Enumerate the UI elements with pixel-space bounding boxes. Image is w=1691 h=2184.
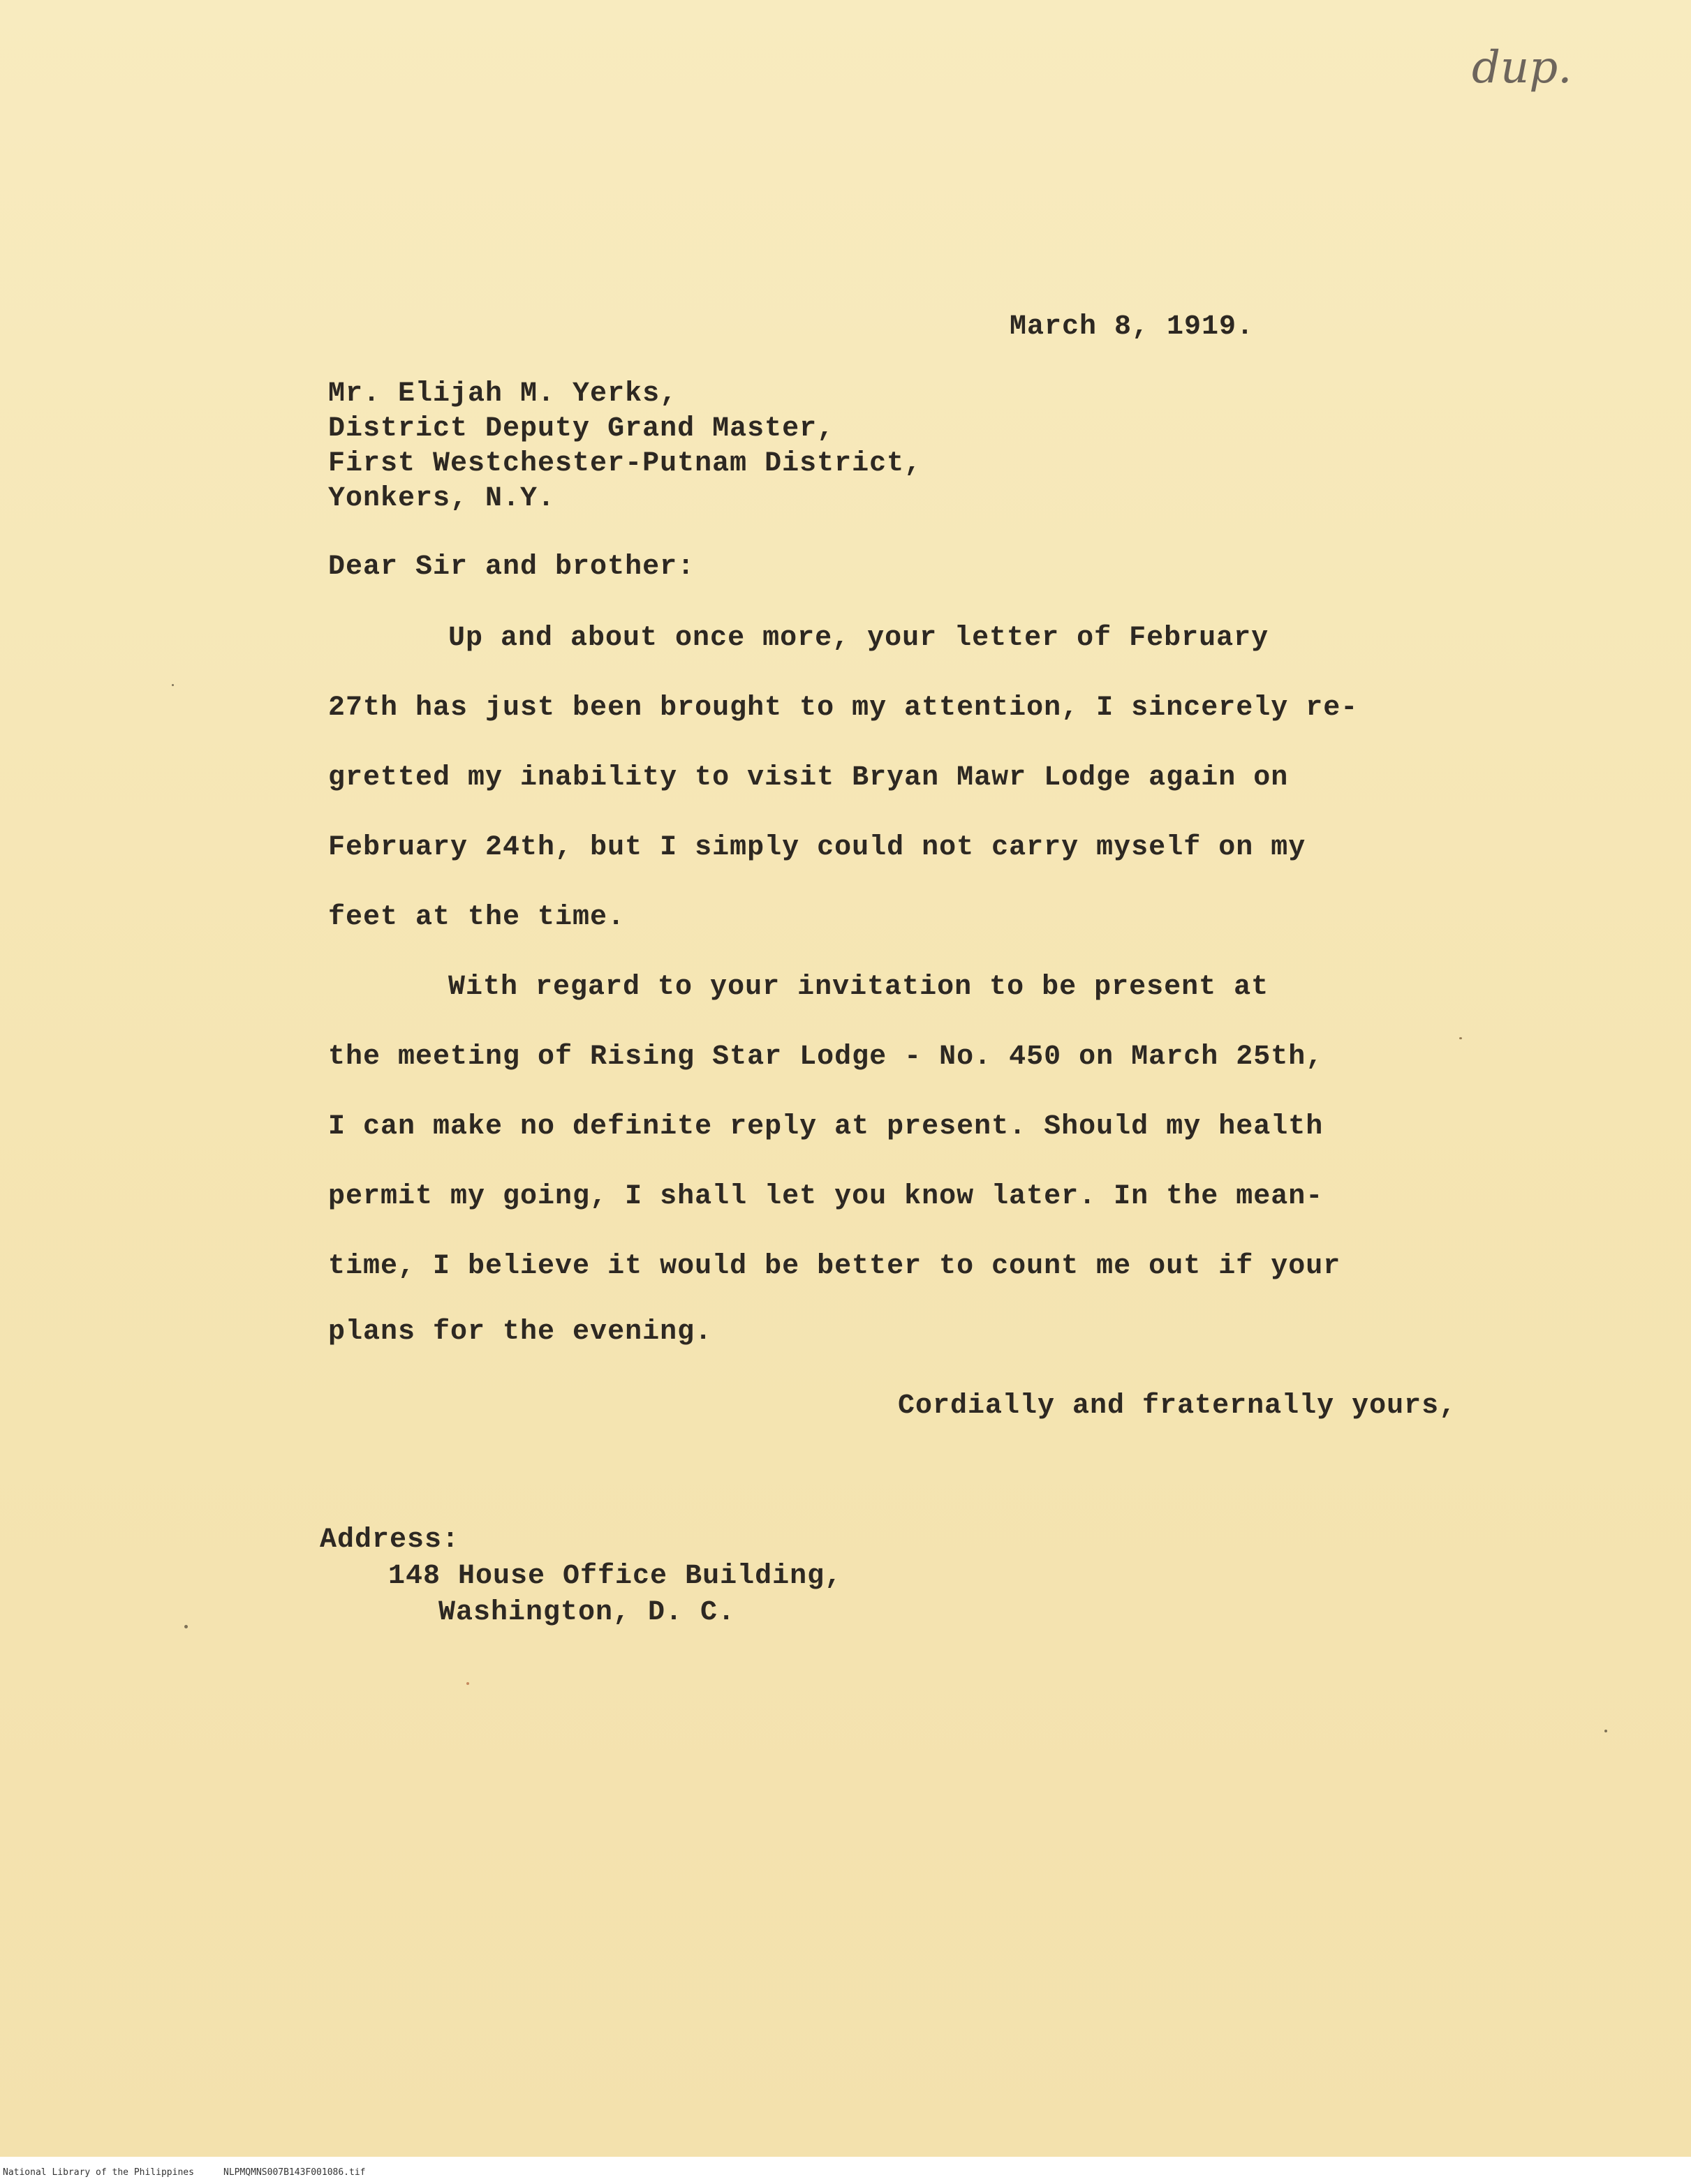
- paragraph2-line4: permit my going, I shall let you know later. In the mean-: [328, 1181, 1324, 1212]
- paragraph2-line5: time, I believe it would be better to count me out if your: [328, 1251, 1341, 1282]
- paragraph2-line3: I can make no definite reply at present. Should my health: [328, 1111, 1324, 1143]
- paragraph2-line6: plans for the evening.: [328, 1316, 713, 1348]
- paragraph1-line2: 27th has just been brought to my attention, I sincerely re-: [328, 692, 1359, 724]
- footer-file-id: NLPMQMNS007B143F001086.tif: [223, 2167, 366, 2178]
- paragraph1-line3: gretted my inability to visit Bryan Mawr Lodge again on: [328, 762, 1289, 794]
- paper-speck: [172, 684, 174, 686]
- handwritten-annotation: dup.: [1472, 42, 1572, 94]
- paragraph1-line1: Up and about once more, your letter of February: [448, 623, 1269, 654]
- footer-institution: National Library of the Philippines: [3, 2167, 194, 2178]
- letter-date: March 8, 1919.: [1010, 311, 1255, 343]
- address-line2: Washington, D. C.: [438, 1597, 736, 1628]
- salutation: Dear Sir and brother:: [328, 551, 695, 583]
- paper-speck: [1604, 1730, 1607, 1732]
- paragraph1-line4: February 24th, but I simply could not carry myself on my: [328, 832, 1306, 863]
- address-label: Address:: [320, 1524, 460, 1556]
- recipient-title: District Deputy Grand Master,: [328, 413, 835, 445]
- recipient-city: Yonkers, N.Y.: [328, 483, 556, 514]
- recipient-district: First Westchester-Putnam District,: [328, 448, 922, 480]
- paper-speck: [184, 1625, 188, 1628]
- closing: Cordially and fraternally yours,: [898, 1390, 1457, 1422]
- paper-speck: [466, 1682, 469, 1685]
- paper-speck: [1459, 1037, 1462, 1039]
- recipient-name: Mr. Elijah M. Yerks,: [328, 378, 678, 410]
- paragraph1-line5: feet at the time.: [328, 902, 626, 933]
- paragraph2-line1: With regard to your invitation to be present at: [448, 972, 1269, 1003]
- paragraph2-line2: the meeting of Rising Star Lodge - No. 450 on March 25th,: [328, 1041, 1324, 1073]
- address-line1: 148 House Office Building,: [388, 1561, 843, 1592]
